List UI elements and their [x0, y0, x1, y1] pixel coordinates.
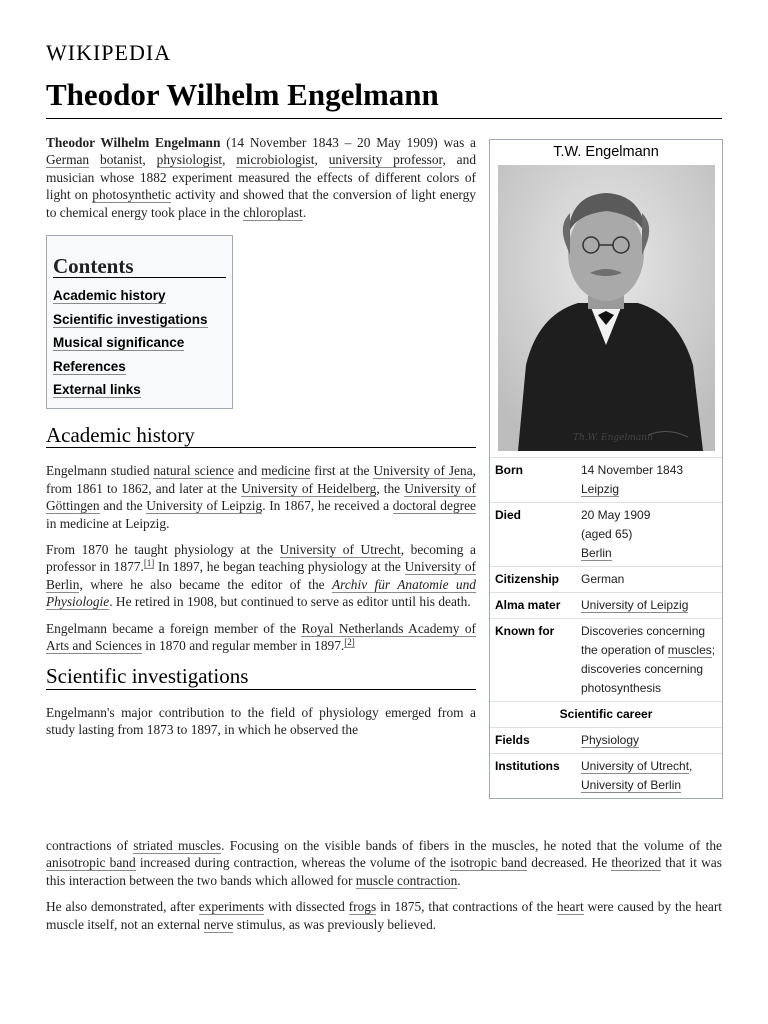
- table-of-contents: [46, 235, 233, 409]
- infobox-row-known-for: [490, 618, 722, 701]
- infobox-title: T.W. Engelmann: [553, 144, 659, 160]
- academic-paragraph-1: Engelmann studied natural science and medicine first at the University of Jena, from 1861 to 1862, and later at the University of Heidelberg, the University of Göttingen and the University of Leipzig. In 1867, he received a doctoral degree in medicine at Leipzig.: [46, 463, 476, 531]
- academic-paragraph-3: Engelmann became a foreign member of the Royal Netherlands Academy of Arts and Sciences in 1870 and regular member in 1897.[2]: [46, 620, 476, 653]
- link-natural-science[interactable]: natural science: [153, 463, 234, 479]
- scientific-paragraph-2: He also demonstrated, after experiments with dissected frogs in 1875, that contractions of the heart were caused by the heart muscle itself, not an external nerve stimulus, as was previously believed.: [46, 899, 723, 932]
- link-university-of-heidelberg[interactable]: University of Heidelberg: [241, 480, 377, 496]
- institutions-label: Institutions: [495, 759, 560, 773]
- link-medicine[interactable]: medicine: [261, 463, 311, 479]
- died-date: 20 May 1909: [581, 508, 651, 522]
- infobox-row-died: [490, 502, 722, 566]
- citation-1[interactable]: [1]: [143, 557, 155, 568]
- subject-name: Theodor Wilhelm Engelmann: [46, 135, 221, 150]
- born-label: Born: [495, 463, 523, 477]
- link-university-of-leipzig[interactable]: University of Leipzig: [146, 498, 263, 514]
- signature: Th.W. Engelmann: [573, 433, 653, 443]
- link-microbiologist[interactable]: microbiologist: [236, 152, 315, 168]
- portrait-image[interactable]: [498, 165, 715, 451]
- article-body-lower: [46, 837, 722, 942]
- link-muscle-contraction[interactable]: muscle contraction: [355, 872, 458, 888]
- born-place-link[interactable]: Leipzig: [581, 482, 620, 496]
- scientific-paragraph-1b: contractions of striated muscles. Focusing on the visible bands of fibers in the muscles, he noted that the volume of the anisotropic band increased during contraction, whereas the volume of the isotropic band decreased. He theorized that it was this interaction between the two bands which allowed for muscle contraction.: [46, 838, 722, 888]
- article-body: [46, 134, 476, 739]
- utrecht-link[interactable]: University of Utrecht: [581, 759, 690, 773]
- toc-item-academic-history[interactable]: Academic history: [53, 288, 166, 304]
- portrait-drawing: [498, 165, 715, 451]
- link-royal-netherlands-academy[interactable]: Royal Netherlands Academy of Arts and Sciences: [46, 620, 476, 653]
- link-university-of-gottingen[interactable]: University of Göttingen: [46, 480, 476, 514]
- scientific-career-header: Scientific career: [490, 701, 722, 727]
- infobox-row-fields: [490, 727, 722, 753]
- scientific-paragraph-1a: Engelmann's major contribution to the field of physiology emerged from a study lasting from 1873 to 1897, in which he observed the: [46, 704, 476, 738]
- physiology-link[interactable]: Physiology: [581, 733, 640, 747]
- infobox: [489, 139, 723, 799]
- link-isotropic-band[interactable]: isotropic band: [450, 855, 528, 871]
- link-physiologist[interactable]: physiologist: [156, 152, 223, 168]
- link-university-professor[interactable]: university professor: [328, 152, 443, 168]
- toc-item-scientific-investigations[interactable]: Scientific investigations: [53, 311, 208, 327]
- infobox-row-citizenship: [490, 566, 722, 592]
- link-theorized[interactable]: theorized: [611, 855, 662, 871]
- citizenship-label: Citizenship: [495, 572, 560, 586]
- alma-mater-label: Alma mater: [495, 598, 561, 612]
- citation-2[interactable]: [2]: [344, 636, 355, 647]
- toc-title: Contents: [53, 242, 226, 278]
- link-nerve[interactable]: nerve: [203, 916, 234, 932]
- known-for-value: Discoveries concerning the operation of muscles; discoveries concerning photosynthesis: [581, 624, 716, 695]
- heading-scientific-investigations: Scientific investigations: [46, 668, 476, 689]
- link-german[interactable]: German: [46, 152, 90, 168]
- link-botanist[interactable]: botanist: [100, 152, 143, 168]
- born-date: 14 November 1843: [581, 463, 684, 477]
- link-archiv[interactable]: Archiv für Anatomie und Physiologie: [46, 576, 477, 610]
- link-doctoral-degree[interactable]: doctoral degree: [392, 498, 476, 514]
- link-chloroplast[interactable]: chloroplast: [243, 204, 303, 220]
- berlin-link[interactable]: University of Berlin: [581, 778, 682, 792]
- infobox-row-born: [490, 457, 722, 502]
- died-label: Died: [495, 508, 522, 522]
- infobox-row-alma-mater: [490, 592, 722, 618]
- alma-mater-link[interactable]: University of Leipzig: [581, 598, 689, 612]
- wikipedia-wordmark[interactable]: WIKIPEDIA: [46, 40, 172, 65]
- link-heart[interactable]: heart: [556, 899, 584, 915]
- died-place-link[interactable]: Berlin: [581, 546, 612, 560]
- fields-label: Fields: [495, 733, 530, 747]
- link-experiments[interactable]: experiments: [198, 899, 265, 915]
- link-striated-muscles[interactable]: striated muscles: [133, 838, 222, 853]
- page-title: Theodor Wilhelm Engelmann: [46, 76, 722, 119]
- toc-item-references[interactable]: References: [53, 358, 126, 374]
- heading-academic-history: Academic history: [46, 427, 476, 448]
- link-university-of-berlin[interactable]: University of Berlin: [46, 559, 476, 592]
- known-for-label: Known for: [495, 624, 555, 638]
- link-frogs[interactable]: frogs: [348, 899, 377, 915]
- link-university-of-utrecht[interactable]: University of Utrecht: [279, 541, 401, 557]
- citizenship-value: German: [581, 572, 625, 586]
- link-anisotropic-band[interactable]: anisotropic band: [46, 855, 136, 871]
- link-university-of-jena[interactable]: University of Jena: [373, 463, 473, 479]
- toc-item-musical-significance[interactable]: Musical significance: [53, 335, 185, 351]
- link-photosynthetic[interactable]: photosynthetic: [92, 187, 172, 203]
- muscles-link[interactable]: muscles: [667, 643, 712, 657]
- intro-paragraph: Theodor Wilhelm Engelmann (14 November 1843 – 20 May 1909) was a German botanist, physiologist, microbiologist, university professor, and musician whose 1882 experiment measured the effects of different colors of light on photosynthetic activity and showed that the conversion of light energy to chemical energy took place in the chloroplast.: [46, 135, 477, 220]
- toc-item-external-links[interactable]: External links: [53, 382, 141, 398]
- died-age: (aged 65): [581, 527, 633, 541]
- infobox-row-institutions: Institutions University of Utrecht, University of Berlin: [490, 753, 722, 798]
- academic-paragraph-2: From 1870 he taught physiology at the University of Utrecht, becoming a professor in 1877.[1] In 1897, he began teaching physiology at the University of Berlin, where he also became the editor of the Archiv für Anatomie und Physiologie. He retired in 1908, but continued to serve as editor until his death.: [46, 541, 477, 610]
